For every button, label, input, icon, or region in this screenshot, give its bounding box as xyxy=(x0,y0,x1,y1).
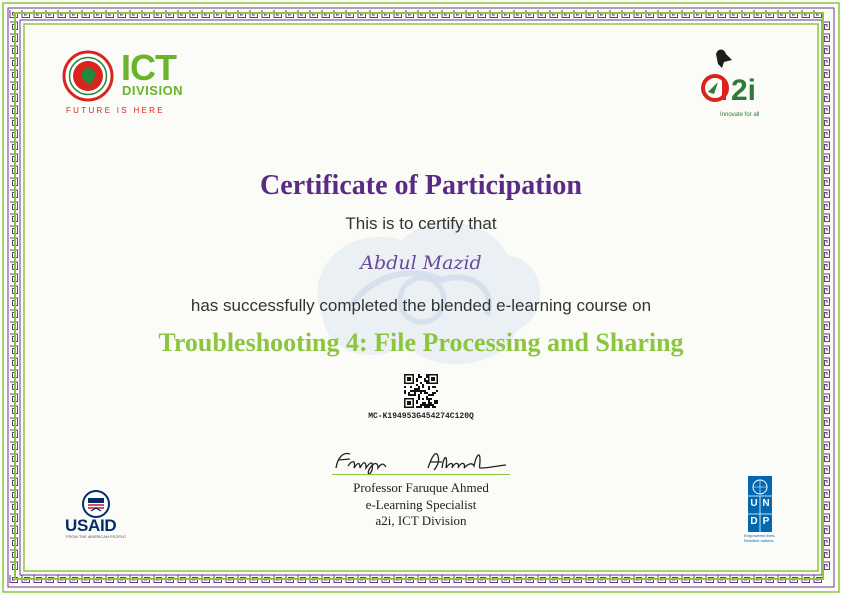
ict-tagline: FUTURE IS HERE xyxy=(66,106,165,115)
usaid-seal-icon xyxy=(82,490,110,518)
ict-division-label: DIVISION xyxy=(122,83,184,98)
signatory-org: a2i, ICT Division xyxy=(375,513,467,528)
undp-letter-u: U xyxy=(750,498,758,509)
certify-line: This is to certify that xyxy=(345,214,497,233)
undp-letter-n: N xyxy=(762,498,770,509)
a2i-bird-logo-icon xyxy=(698,46,778,110)
signature-image xyxy=(330,446,512,476)
usaid-wordmark: USAID xyxy=(65,516,117,535)
undp-letter-d: D xyxy=(750,516,758,527)
svg-text:2i: 2i xyxy=(731,74,757,107)
usaid-tagline: FROM THE AMERICAN PEOPLE xyxy=(66,534,126,539)
un-emblem-icon xyxy=(748,476,772,532)
signatory-role: e-Learning Specialist xyxy=(365,496,477,512)
a2i-tagline: Innovate for all xyxy=(720,112,760,118)
undp-tagline xyxy=(744,533,784,543)
certificate-id: MC-K194953G454274C120Q xyxy=(368,412,474,421)
usaid-logo xyxy=(62,490,132,542)
course-title: Troubleshooting 4: File Processing and Sharing xyxy=(158,328,684,357)
ict-wordmark: ICT xyxy=(121,47,176,88)
signatory-name: Professor Faruque Ahmed xyxy=(353,480,489,495)
certificate-title: Certificate of Participation xyxy=(260,170,582,201)
a2i-logo xyxy=(698,46,778,122)
undp-letter-p: P xyxy=(762,516,770,527)
recipient-name: Abdul Mazid xyxy=(360,252,482,274)
undp-tagline-line2: Resilient nations. xyxy=(744,538,775,543)
undp-tagline-line1: Empowered lives. xyxy=(744,533,776,538)
qr-code-icon xyxy=(404,374,438,408)
bangladesh-government-seal-icon xyxy=(62,50,114,102)
completed-line: has successfully completed the blended e-learning course on xyxy=(190,296,652,315)
undp-logo xyxy=(744,476,782,542)
ict-division-logo xyxy=(62,48,192,120)
signature-line xyxy=(332,474,510,475)
